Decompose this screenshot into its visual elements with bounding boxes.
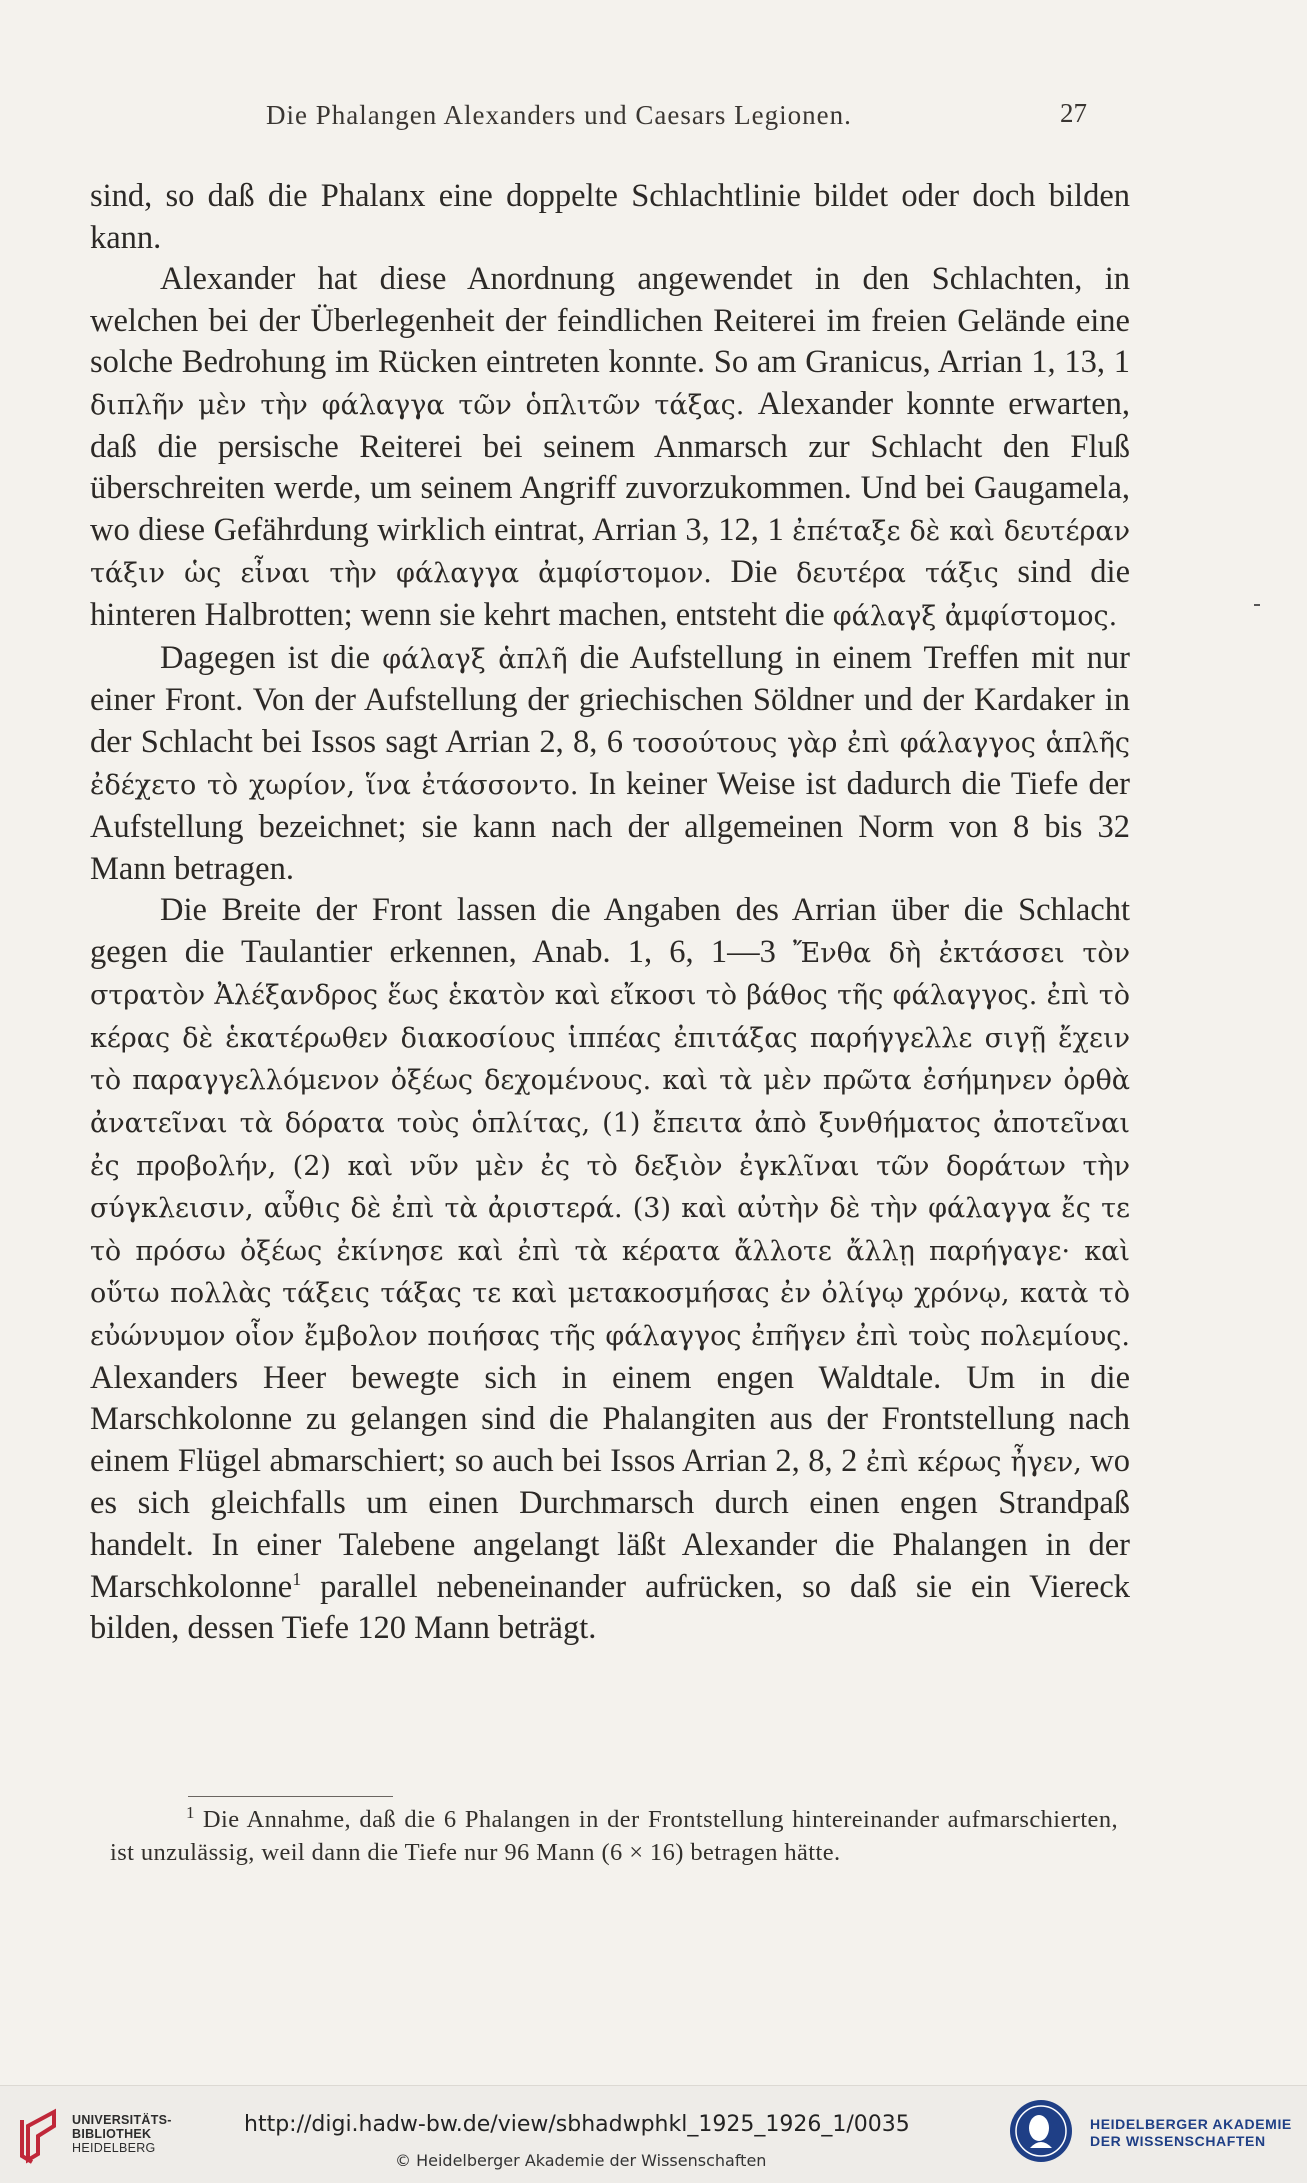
academy-seal-icon[interactable] <box>1008 2098 1074 2164</box>
copyright-notice: © Heidelberger Akademie der Wissenschaften <box>395 2151 767 2170</box>
academy-name[interactable]: HEIDELBERGER AKADEMIE DER WISSENSCHAFTEN <box>1090 2116 1292 2149</box>
greek-quotation: ἐπὶ κέρως ἦγεν, <box>865 1446 1082 1478</box>
greek-quotation: φάλαγξ ἁπλῆ <box>382 643 568 675</box>
text-run: Alexander hat diese Anordnung angewendet in den Schlachten, in welchen bei der Überlegenheit der feindlichen Reiterei im freien Gelände eine solche Bedrohung im Rücken eintreten konnte. So am Granicus, Arrian 1, 13, 1 <box>90 261 1130 381</box>
footnote <box>110 1803 1118 1869</box>
text-run: Die Breite der Front lassen die Angaben des Arrian über die Schlacht gegen die Taulantier erkennen, Anab. 1, 6, 1—3 <box>90 892 1130 970</box>
text-run: Alexander konnte erwarten, daß die persische Reiterei bei seinem Anmarsch zur Schlacht den Fluß überschreiten werde, um seinem Angriff zuvorzukommen. Und bei Gaugamela, wo diese Gefährdung wirklich eintrat, Arrian 3, 12, 1 <box>90 385 1130 548</box>
text-run: Die <box>711 554 797 591</box>
text-run: die Aufstellung in einem Treffen mit nur einer Front. Von der Aufstellung der griechischen Söldner und der Kardaker in der Schlacht bei Issos sagt Arrian 2, 8, 6 <box>90 639 1130 760</box>
paragraph <box>90 176 1130 259</box>
paragraph <box>90 638 1130 891</box>
permalink[interactable]: http://digi.hadw-bw.de/view/sbhadwphkl_1925_1926_1/0035 <box>244 2112 910 2137</box>
university-library-logo-icon[interactable] <box>14 2106 64 2166</box>
text-run: parallel nebeneinander aufrücken, so daß sie ein Viereck bilden, dessen Tiefe 120 Mann beträgt. <box>90 1568 1130 1647</box>
paragraph <box>90 890 1130 1650</box>
running-head <box>0 100 1307 140</box>
footnote-rule <box>188 1796 393 1797</box>
text-run: Dagegen ist die <box>160 639 383 676</box>
text-run: Alexanders Heer bewegte sich in einem engen Waldtale. Um in die Marschkolonne zu gelangen sind die Phalangiten aus der Frontstellung nach einem Flügel abmarschiert; so auch bei Issos Arrian 2, 8, 2 <box>90 1359 1130 1479</box>
text-run: In keiner Weise ist dadurch die Tiefe der Aufstellung bezeichnet; sie kann nach der allgemeinen Norm von 8 bis 32 Mann betragen. <box>90 766 1130 887</box>
greek-quotation: Ἔνθα δὴ ἐκτάσσει τὸν στρατὸν Ἀλέξανδρος ἕως ἑκατὸν καὶ εἴκοσι τὸ βάθος τῆς φάλαγγος. ἐπὶ τὸ κέρας δὲ ἑκατέρωθεν διακοσίους ἱππέας ἐπιτάξας παρήγγελλε σιγῇ ἔχειν τὸ παραγγελλόμενον ὀξέως δεχομένους. καὶ τὰ μὲν πρῶτα ἐσήμηνεν ὀρθὰ ἀνατεῖναι τὰ δόρατα τοὺς ὁπλίτας, (1) ἔπειτα ἀπὸ ξυνθήματος ἀποτεῖναι ἐς προβολήν, (2) καὶ νῦν μὲν ἐς τὸ δεξιὸν ἐγκλῖναι τῶν δοράτων τὴν σύγκλεισιν, αὖθις δὲ ἐπὶ τὰ ἀριστερά. (3) καὶ αὐτὴν δὲ τὴν φάλαγγα ἔς τε τὸ πρόσω ὀξέως ἐκίνησε καὶ ἐπὶ τὰ κέρατα ἄλλοτε ἄλλῃ παρήγαγε· καὶ οὕτω πολλὰς τάξεις τάξας τε καὶ μετακοσμήσας ἐν ὀλίγῳ χρόνῳ, κατὰ τὸ εὐώνυμον οἷον ἔμβολον ποιήσας τῆς φάλαγγος ἐπῆγεν ἐπὶ τοὺς πολεμίους. <box>90 937 1130 1353</box>
running-title: Die Phalangen Alexanders und Caesars Legionen. <box>266 100 852 130</box>
greek-quotation: φάλαγξ ἀμφίστομος. <box>832 600 1118 632</box>
text-run: sind, so daß die Phalanx eine doppelte Schlachtlinie bildet oder doch bilden kann. <box>90 178 1130 256</box>
text-run: sind die hinteren Halbrotten; wenn sie kehrt machen, entsteht die <box>90 554 1130 633</box>
viewer-footer <box>0 2085 1307 2183</box>
paragraph <box>90 259 1130 637</box>
footnote-text: Die Annahme, daß die 6 Phalangen in der Frontstellung hintereinander aufmarschierten, ist unzulässig, weil dann die Tiefe nur 96 Mann (6 × 16) betragen hätte. <box>110 1806 1118 1866</box>
footnote-mark: 1 <box>186 1802 195 1822</box>
page-number: 27 <box>1060 98 1087 128</box>
margin-mark <box>1254 604 1260 606</box>
footnote-reference: 1 <box>292 1568 302 1589</box>
greek-quotation: ἐπέταξε δὲ καὶ δευτέραν τάξιν ὡς εἶναι τὴν φάλαγγα ἀμφίστομον. <box>90 515 1130 590</box>
text-run: wo es sich gleichfalls um einen Durchmarsch durch einen engen Strandpaß handelt. In einer Talebene angelangt läßt Alexander die Phalangen in der Marschkolonne <box>90 1442 1131 1605</box>
greek-quotation: διπλῆν μὲν τὴν φάλαγγα τῶν ὁπλιτῶν τάξας. <box>90 389 745 421</box>
greek-quotation: τοσούτους γὰρ ἐπὶ φάλαγγος ἁπλῆς ἐδέχετο τὸ χωρίον, ἵνα ἐτάσσοντο. <box>90 727 1130 802</box>
university-library-name[interactable]: UNIVERSITÄTS- BIBLIOTHEK HEIDELBERG <box>72 2113 172 2155</box>
greek-quotation: δευτέρα τάξις <box>796 558 999 590</box>
main-text <box>90 176 1130 1650</box>
